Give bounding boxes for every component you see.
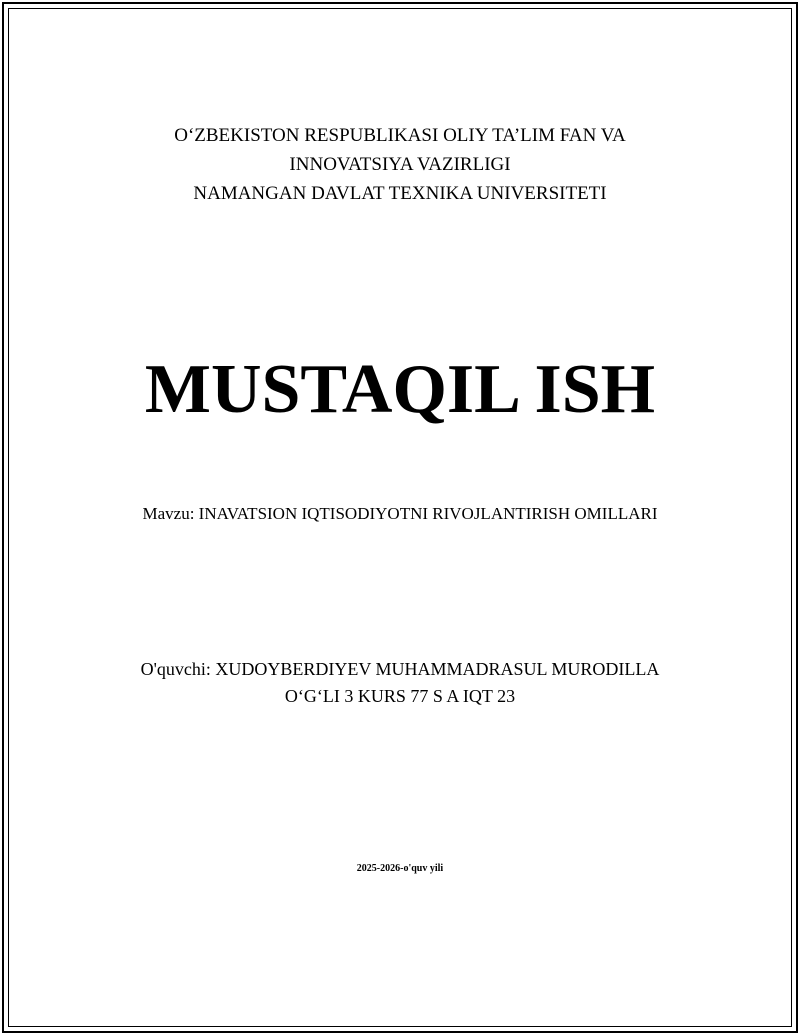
student-info xyxy=(0,656,800,710)
student-line-1: O'quvchi: XUDOYBERDIYEV MUHAMMADRASUL MURODILLA xyxy=(140,659,660,679)
university-name: NAMANGAN DAVLAT TEXNIKA UNIVERSITETI xyxy=(193,183,607,204)
document-title: MUSTAQIL ISH xyxy=(144,351,656,428)
student-line-2: O‘G‘LI 3 KURS 77 S A IQT 23 xyxy=(284,686,516,706)
ministry-line-2: INNOVATSIYA VAZIRLIGI xyxy=(289,154,511,175)
institution-header xyxy=(0,121,800,208)
topic-line: Mavzu: INAVATSION IQTISODIYOTNI RIVOJLANTIRISH OMILLARI xyxy=(142,504,658,523)
academic-year: 2025-2026-o'quv yili xyxy=(356,863,444,874)
ministry-line-1: O‘ZBEKISTON RESPUBLIKASI OLIY TA’LIM FAN VA xyxy=(174,125,626,146)
